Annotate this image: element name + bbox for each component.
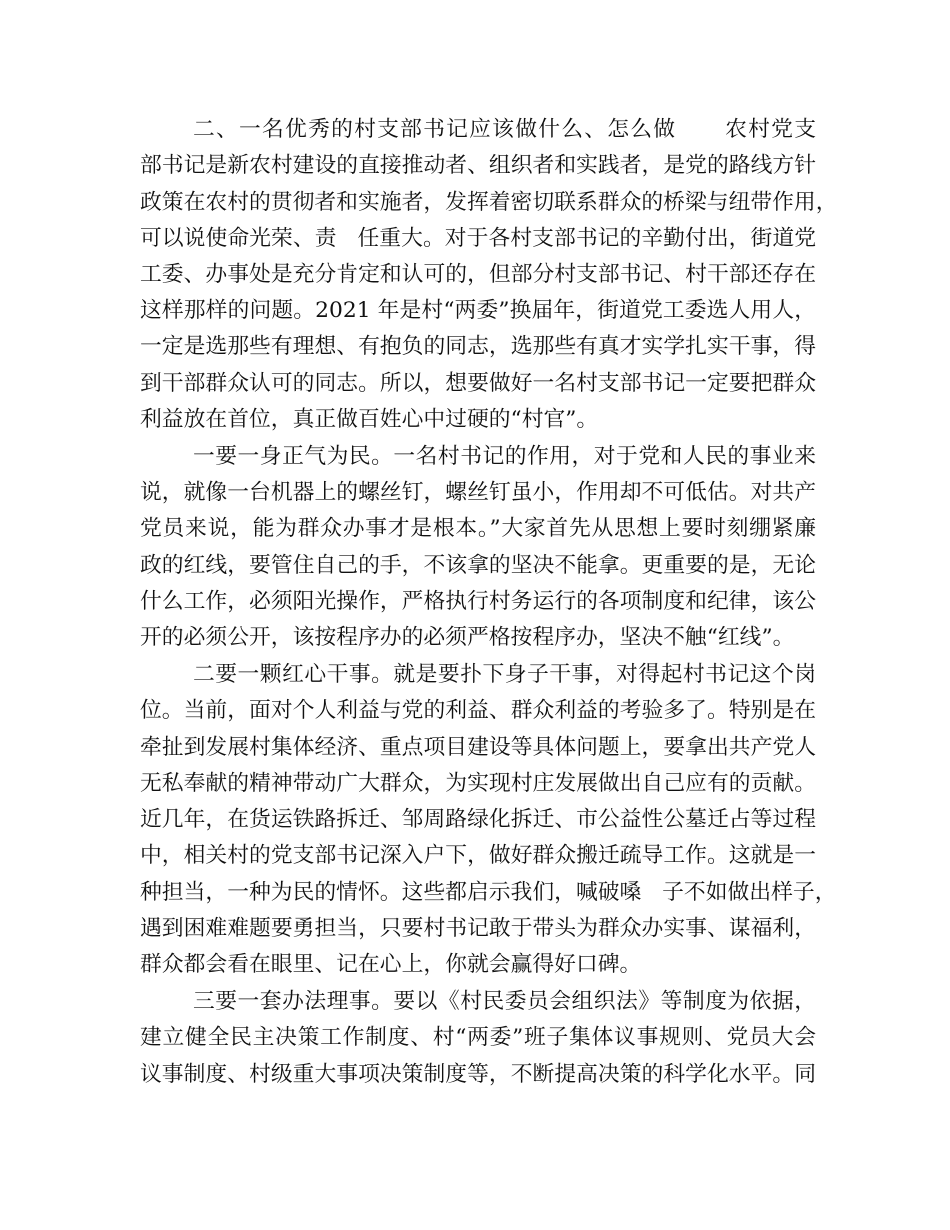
text-line: 种担当，一种为民的情怀。这些都启示我们，喊破嗓 子不如做出样子，	[140, 880, 837, 905]
text-line: 可以说使命光荣、责 任重大。对于各村支部书记的辛勤付出，街道党	[140, 226, 816, 251]
text-line: 议事制度、村级重大事项决策制度等，不断提高决策的科学化水平。同	[140, 1062, 816, 1087]
text-line: 一要一身正气为民。一名村书记的作用，对于党和人民的事业来	[193, 444, 816, 469]
text-line: 说，就像一台机器上的螺丝钉，螺丝钉虽小，作用却不可低估。对共产	[140, 480, 816, 505]
text-line: 三要一套办法理事。要以《村民委员会组织法》等制度为依据，	[193, 989, 816, 1014]
text-line: 二、一名优秀的村支部书记应该做什么、怎么做 农村党支	[193, 117, 816, 142]
text-line: 工委、办事处是充分肯定和认可的，但部分村支部书记、村干部还存在	[140, 262, 816, 287]
text-line: 什么工作，必须阳光操作，严格执行村务运行的各项制度和纪律，该公	[140, 589, 816, 614]
text-line: 建立健全民主决策工作制度、村“两委”班子集体议事规则、党员大会	[140, 1025, 816, 1050]
text-line: 利益放在首位，真正做百姓心中过硬的“村官”。	[140, 407, 599, 432]
text-line: 这样那样的问题。2021 年是村“两委”换届年，街道党工委选人用人，	[140, 298, 816, 323]
text-line: 中，相关村的党支部书记深入户下，做好群众搬迁疏导工作。这就是一	[140, 843, 816, 868]
text-line: 二要一颗红心干事。就是要扑下身子干事，对得起村书记这个岗	[193, 662, 816, 687]
text-line: 遇到困难难题要勇担当，只要村书记敢于带头为群众办实事、谋福利，	[140, 916, 816, 941]
text-line: 牵扯到发展村集体经济、重点项目建设等具体问题上，要拿出共产党人	[140, 735, 816, 760]
text-line: 到干部群众认可的同志。所以，想要做好一名村支部书记一定要把群众	[140, 371, 816, 396]
text-line: 群众都会看在眼里、记在心上，你就会赢得好口碑。	[140, 952, 642, 977]
text-line: 政的红线，要管住自己的手，不该拿的坚决不能拿。更重要的是，无论	[140, 553, 816, 578]
text-line: 党员来说，能为群众办事才是根本。”大家首先从思想上要时刻绷紧廉	[140, 516, 816, 541]
text-line: 无私奉献的精神带动广大群众，为实现村庄发展做出自己应有的贡献。	[140, 771, 816, 796]
text-line: 政策在农村的贯彻者和实施者，发挥着密切联系群众的桥梁与纽带作用，	[140, 190, 838, 215]
text-line: 位。当前，面对个人利益与党的利益、群众利益的考验多了。特别是在	[140, 698, 816, 723]
text-line: 一定是选那些有理想、有抱负的同志，选那些有真才实学扎实干事，得	[140, 334, 816, 359]
text-line: 部书记是新农村建设的直接推动者、组织者和实践者，是党的路线方针	[140, 153, 816, 178]
text-line: 开的必须公开，该按程序办的必须严格按程序办，坚决不触“红线”。	[140, 625, 795, 650]
text-line: 近几年，在货运铁路拆迁、邹周路绿化拆迁、市公益性公墓迁占等过程	[140, 807, 816, 832]
